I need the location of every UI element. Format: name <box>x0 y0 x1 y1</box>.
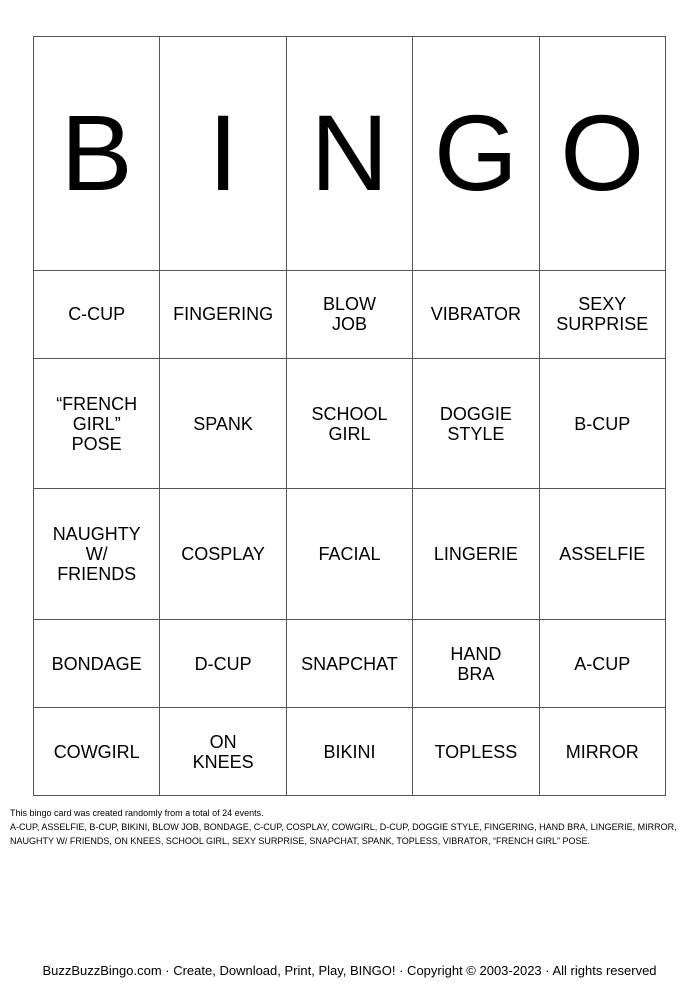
bingo-cell: COSPLAY <box>160 489 286 620</box>
bingo-cell: C-CUP <box>34 270 160 358</box>
card-footnote <box>10 806 690 848</box>
header-letter-g: G <box>413 37 539 271</box>
bingo-cell: SNAPCHAT <box>286 620 412 708</box>
bingo-cell: VIBRATOR <box>413 270 539 358</box>
bingo-cell: COWGIRL <box>34 708 160 796</box>
bingo-cell: D-CUP <box>160 620 286 708</box>
bingo-header-row <box>34 37 666 271</box>
bingo-cell: “FRENCH GIRL” POSE <box>34 358 160 489</box>
bingo-cell: ON KNEES <box>160 708 286 796</box>
header-letter-o: O <box>539 37 665 271</box>
bingo-row <box>34 270 666 358</box>
footnote-intro: This bingo card was created randomly from a total of 24 events. <box>10 808 264 818</box>
header-letter-b: B <box>34 37 160 271</box>
bingo-cell: SCHOOL GIRL <box>286 358 412 489</box>
bingo-cell: BONDAGE <box>34 620 160 708</box>
footnote-event-list: A-CUP, ASSELFIE, B-CUP, BIKINI, BLOW JOB, BONDAGE, C-CUP, COSPLAY, COWGIRL, D-CUP, DOGGIE STYLE, FINGERING, HAND BRA, LINGERIE, MIRROR, NAUGHTY W/ FRIENDS, ON KNEES, SCHOOL GIRL, SEXY SURPRISE, SNAPCHAT, SPANK, TOPLESS, VIBRATOR, “FRENCH GIRL” POSE. <box>10 822 677 846</box>
header-letter-i: I <box>160 37 286 271</box>
bingo-cell: A-CUP <box>539 620 665 708</box>
bingo-row <box>34 489 666 620</box>
bingo-cell: HAND BRA <box>413 620 539 708</box>
bingo-cell: ASSELFIE <box>539 489 665 620</box>
bingo-cell: TOPLESS <box>413 708 539 796</box>
bingo-card <box>33 36 666 796</box>
bingo-cell: LINGERIE <box>413 489 539 620</box>
bingo-cell: MIRROR <box>539 708 665 796</box>
bingo-cell: SEXY SURPRISE <box>539 270 665 358</box>
bingo-cell: BLOW JOB <box>286 270 412 358</box>
bingo-cell: FINGERING <box>160 270 286 358</box>
bingo-cell: B-CUP <box>539 358 665 489</box>
bingo-row <box>34 708 666 796</box>
bingo-row <box>34 358 666 489</box>
page-footer: BuzzBuzzBingo.com · Create, Download, Print, Play, BINGO! · Copyright © 2003-2023 · All rights reserved <box>42 963 657 978</box>
header-letter-n: N <box>286 37 412 271</box>
bingo-row <box>34 620 666 708</box>
bingo-cell-center: FACIAL <box>286 489 412 620</box>
bingo-cell: NAUGHTY W/ FRIENDS <box>34 489 160 620</box>
bingo-cell: BIKINI <box>286 708 412 796</box>
bingo-cell: DOGGIE STYLE <box>413 358 539 489</box>
bingo-cell: SPANK <box>160 358 286 489</box>
